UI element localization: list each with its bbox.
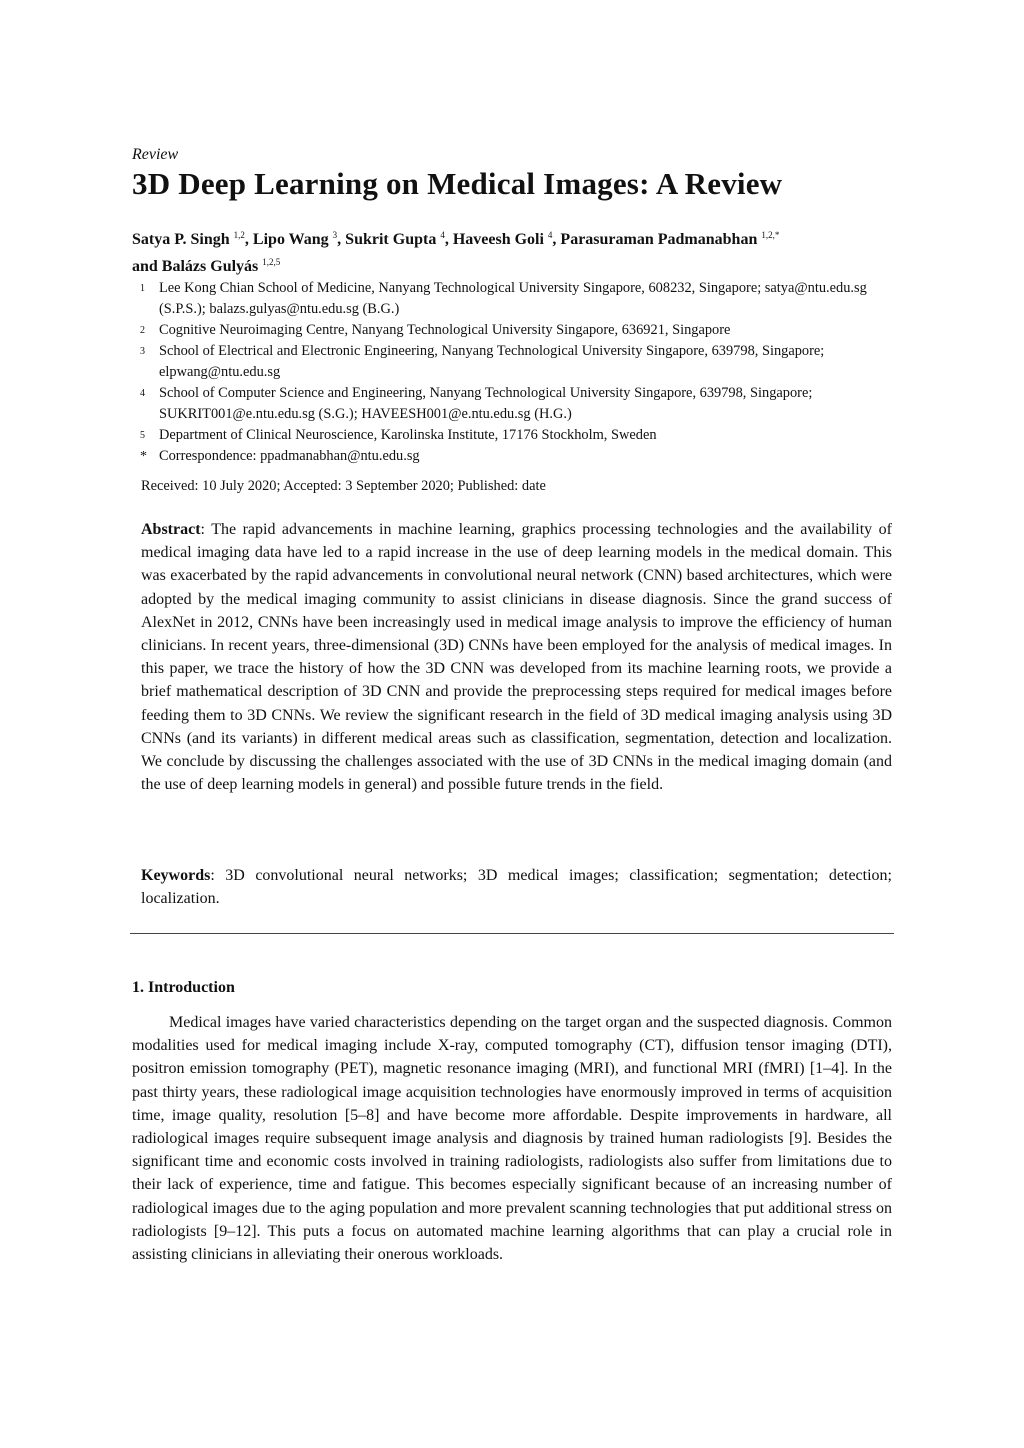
- affiliation-text: Department of Clinical Neuroscience, Karolinska Institute, 17176 Stockholm, Sweden: [159, 427, 657, 443]
- author-name: Satya P. Singh: [132, 231, 230, 248]
- affiliation-marker: 4: [140, 388, 145, 399]
- affiliation-text: Lee Kong Chian School of Medicine, Nanyang Technological University Singapore, 608232, Singapore; satya@ntu.edu.sg (S.P.S.); balazs.gulyas@ntu.edu.sg (B.G.): [159, 280, 867, 317]
- abstract-text: : The rapid advancements in machine learning, graphics processing technologies and the availability of medical imaging data have led to a rapid increase in the use of deep learning models in the medical domain. This was exacerbated by the rapid advancements in convolutional neural network (CNN) based architectures, which were adopted by the medical imaging community to assist clinicians in disease diagnosis. Since the grand success of AlexNet in 2012, CNNs have been increasingly used in medical image analysis to improve the efficiency of human clinicians. In recent years, three-dimensional (3D) CNNs have been employed for the analysis of medical images. In this paper, we trace the history of how the 3D CNN was developed from its machine learning roots, we provide a brief mathematical description of 3D CNN and provide the preprocessing steps required for medical images before feeding them to 3D CNNs. We review the significant research in the field of 3D medical imaging analysis using 3D CNNs (and its variants) in different medical areas such as classification, segmentation, detection and localization. We conclude by discussing the challenges associated with the use of 3D CNNs in the medical imaging domain (and the use of deep learning models in general) and possible future trends in the field.: [141, 521, 892, 794]
- publication-dates: Received: 10 July 2020; Accepted: 3 September 2020; Published: date: [141, 478, 546, 494]
- introduction-paragraph: Medical images have varied characteristics depending on the target organ and the suspected diagnosis. Common modalities used for medical imaging include X-ray, computed tomography (CT), diffusion tensor imaging (DTI), positron emission tomography (PET), magnetic resonance imaging (MRI), and functional MRI (fMRI) [1–4]. In the past thirty years, these radiological image acquisition technologies have enormously improved in terms of acquisition time, image quality, resolution [5–8] and have become more affordable. Despite improvements in hardware, all radiological images require subsequent image analysis and diagnosis by trained human radiologists [9]. Besides the significant time and economic costs involved in training radiologists, radiologists also suffer from limitations due to their lack of experience, time and fatigue. This becomes especially significant because of an increasing number of radiological images due to the aging population and more prevalent scanning technologies that put additional stress on radiologists [9–12]. This puts a focus on automated machine learning algorithms that can play a crucial role in assisting clinicians in alleviating their onerous workloads.: [132, 1014, 892, 1264]
- author-name: Parasuraman Padmanabhan: [560, 231, 758, 248]
- author-name: Haveesh Goli: [452, 231, 544, 248]
- correspondence-text: Correspondence: ppadmanabhan@ntu.edu.sg: [159, 448, 420, 464]
- section-divider: [130, 933, 894, 934]
- author-name: Lipo Wang: [252, 231, 329, 248]
- author-name: Sukrit Gupta: [345, 231, 437, 248]
- keywords: [141, 864, 892, 910]
- author-affiliation-marker: 1,2: [233, 230, 245, 240]
- affiliation-text: School of Computer Science and Engineering, Nanyang Technological University Singapore, 639798, Singapore; SUKRIT001@e.ntu.edu.sg (S.G.); HAVEESH001@e.ntu.edu.sg (H.G.): [159, 385, 813, 422]
- author-separator: ,: [444, 231, 453, 248]
- affiliation-item: [140, 320, 900, 341]
- author-affiliation-marker: 3: [332, 230, 338, 240]
- affiliation-text: School of Electrical and Electronic Engineering, Nanyang Technological University Singapore, 639798, Singapore; elpwang@ntu.edu.sg: [159, 343, 825, 380]
- article-type-label: Review: [132, 146, 179, 163]
- author-separator: ,: [552, 231, 561, 248]
- author-separator: ,: [337, 231, 346, 248]
- author-affiliation-marker: 1,2,*: [761, 230, 780, 240]
- keywords-text: : 3D convolutional neural networks; 3D medical images; classification; segmentation; detection; localization.: [141, 867, 892, 908]
- abstract-label: Abstract: [141, 521, 201, 538]
- correspondence-item: [140, 446, 900, 467]
- keywords-label: Keywords: [141, 867, 211, 884]
- author-list: [132, 224, 892, 278]
- affiliation-marker: 2: [140, 325, 145, 336]
- author-name: Balázs Gulyás: [161, 258, 259, 275]
- author-affiliation-marker: 4: [547, 230, 553, 240]
- section-heading: 1. Introduction: [132, 979, 235, 996]
- author-affiliation-marker: 1,2,5: [262, 257, 281, 267]
- affiliation-marker: 1: [140, 283, 145, 294]
- author-separator: ,: [244, 231, 253, 248]
- affiliation-item: [140, 278, 900, 320]
- abstract: [141, 518, 892, 796]
- paper-title: 3D Deep Learning on Medical Images: A Review: [132, 166, 783, 201]
- affiliation-item: [140, 341, 900, 383]
- affiliation-list: [140, 278, 900, 467]
- affiliation-marker: 5: [140, 430, 145, 441]
- affiliation-item: [140, 383, 900, 425]
- author-separator: and: [132, 258, 162, 275]
- author-affiliation-marker: 4: [440, 230, 445, 240]
- affiliation-text: Cognitive Neuroimaging Centre, Nanyang Technological University Singapore, 636921, Singapore: [159, 322, 731, 338]
- affiliation-marker: 3: [140, 346, 145, 357]
- affiliation-item: [140, 425, 900, 446]
- correspondence-marker: *: [140, 449, 147, 464]
